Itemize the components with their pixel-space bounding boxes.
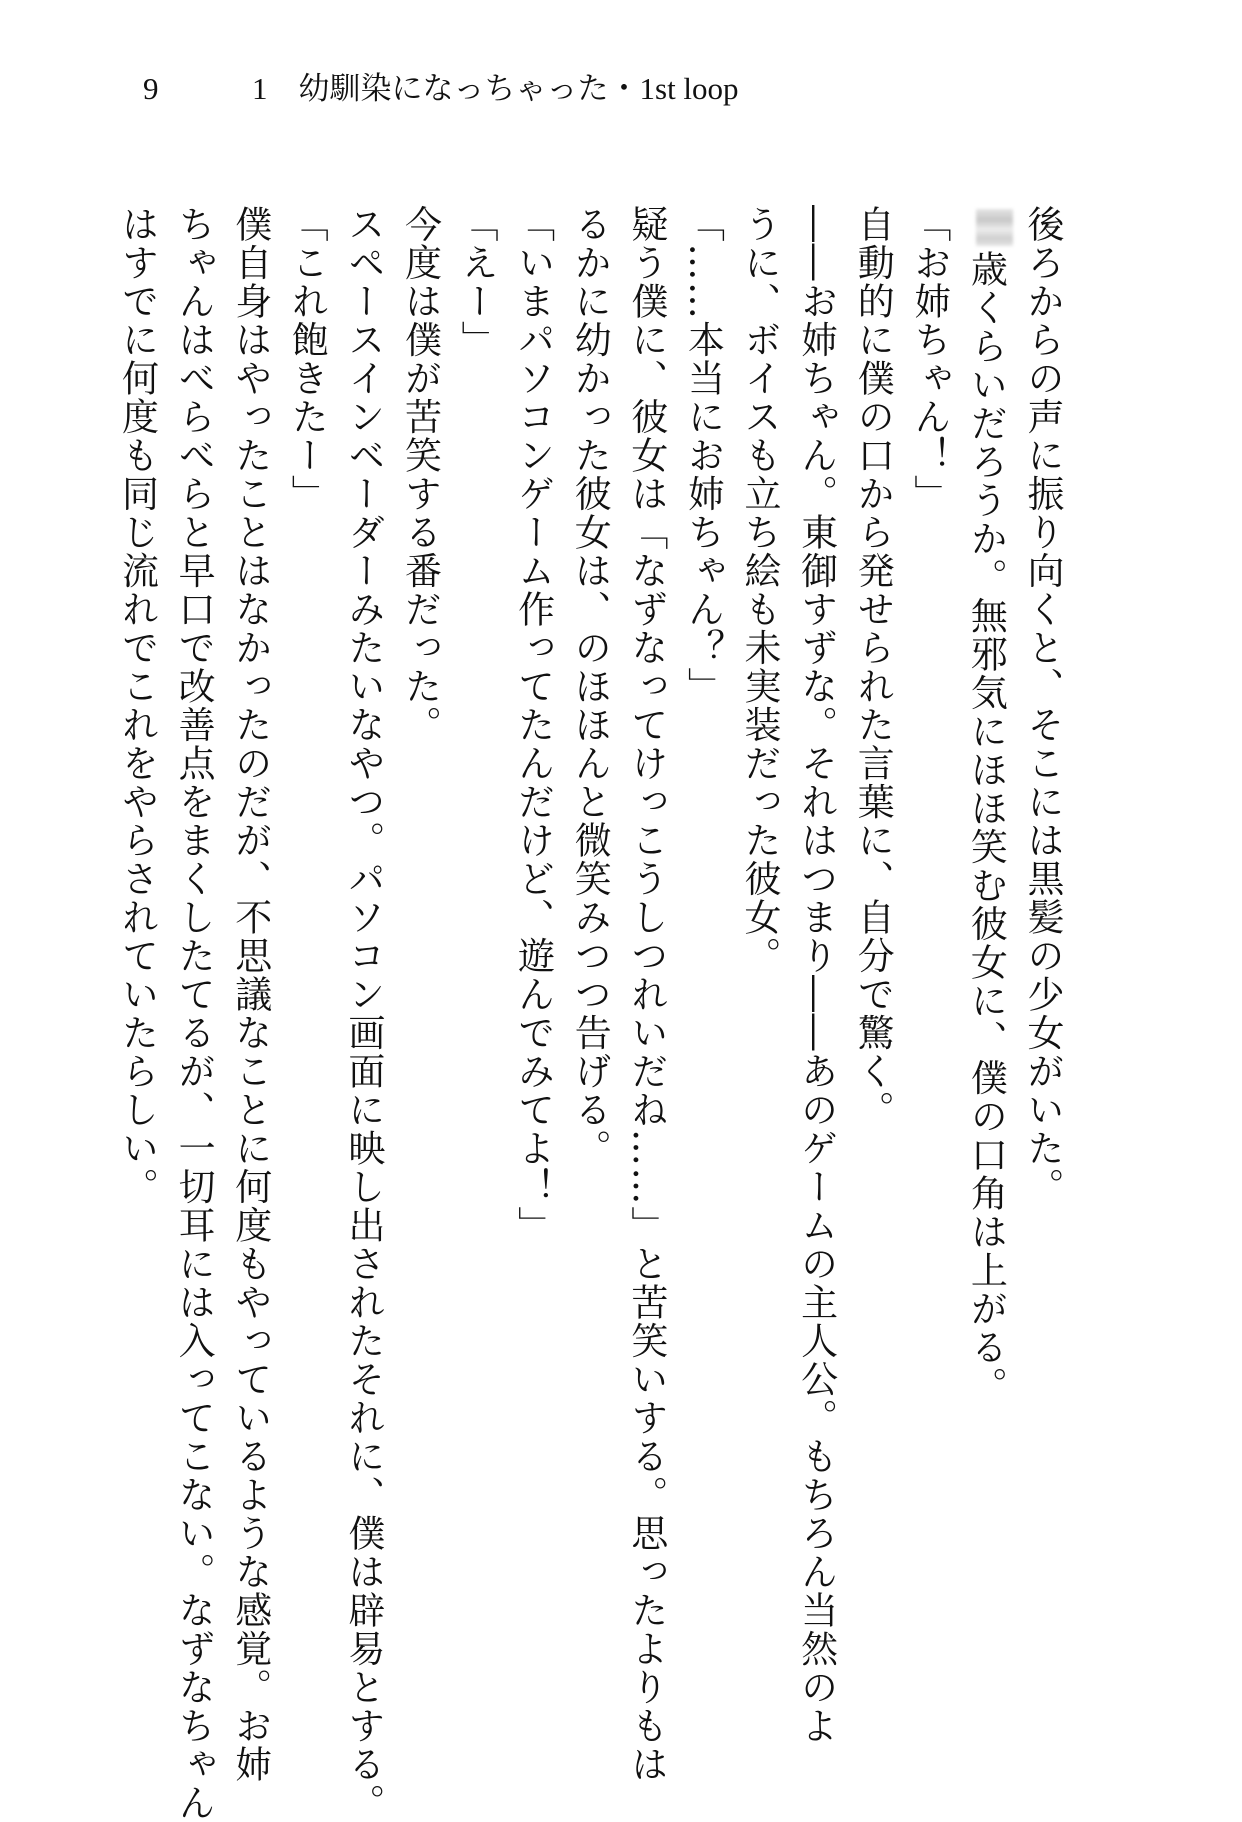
text-line: 自動的に僕の口から発せられた言葉に、自分で驚く。 [851, 205, 895, 1129]
page-header [0, 64, 1242, 114]
text-line: 今度は僕が苦笑する番だった。 [398, 205, 442, 744]
text-line: 僕自身はやったことはなかったのだが、不思議なことに何度もやっているような感覚。お姉 [228, 205, 272, 1784]
text-line-with-redaction [957, 205, 1014, 1625]
text-line: るかに幼かった彼女は、のほほんと微笑みつつ告げる。 [568, 205, 612, 1168]
page-number: 9 [143, 71, 159, 106]
text-line: 「えー」 [455, 205, 499, 359]
text-line: 「お姉ちゃん！」 [907, 205, 951, 513]
chapter-title: 1 幼馴染になっちゃった・1st loop [252, 71, 739, 106]
text-line: スペースインベーダーみたいなやつ。パソコン画面に映し出されたそれに、僕は辟易とする。 [341, 205, 385, 1822]
text-line: 後ろからの声に振り向くと、そこには黒髪の少女がいた。 [1021, 205, 1064, 1206]
text-line: ちゃんはべらべらと早口で改善点をまくしたてるが、一切耳には入ってこない。なずなちゃん [172, 205, 216, 1822]
text-line: 疑う僕に、彼女は「なずなってけっこうしつれいだね……」と苦笑いする。思ったよりもは [624, 205, 668, 1784]
text-line: 「これ飽きたー」 [285, 205, 329, 513]
text-line: はすでに何度も同じ流れでこれをやらされていたらしい。 [115, 205, 159, 1206]
text-line: 「いまパソコンゲーム作ってたんだけど、遊んでみてよ！」 [511, 205, 555, 1245]
text-line: 「……本当にお姉ちゃん？」 [681, 205, 725, 706]
vertical-body-text [108, 205, 1070, 1822]
text-line-segment: 歳くらいだろうか。無邪気にほほ笑む彼女に、僕の口角は上がる。 [964, 250, 1008, 1405]
text-line: うに、ボイスも立ち絵も未実装だった彼女。 [738, 205, 782, 975]
blurred-age-mosaic [976, 209, 1013, 246]
text-line: ――お姉ちゃん。東御すずな。それはつまり――あのゲームの主人公。もちろん当然のよ [794, 205, 838, 1745]
